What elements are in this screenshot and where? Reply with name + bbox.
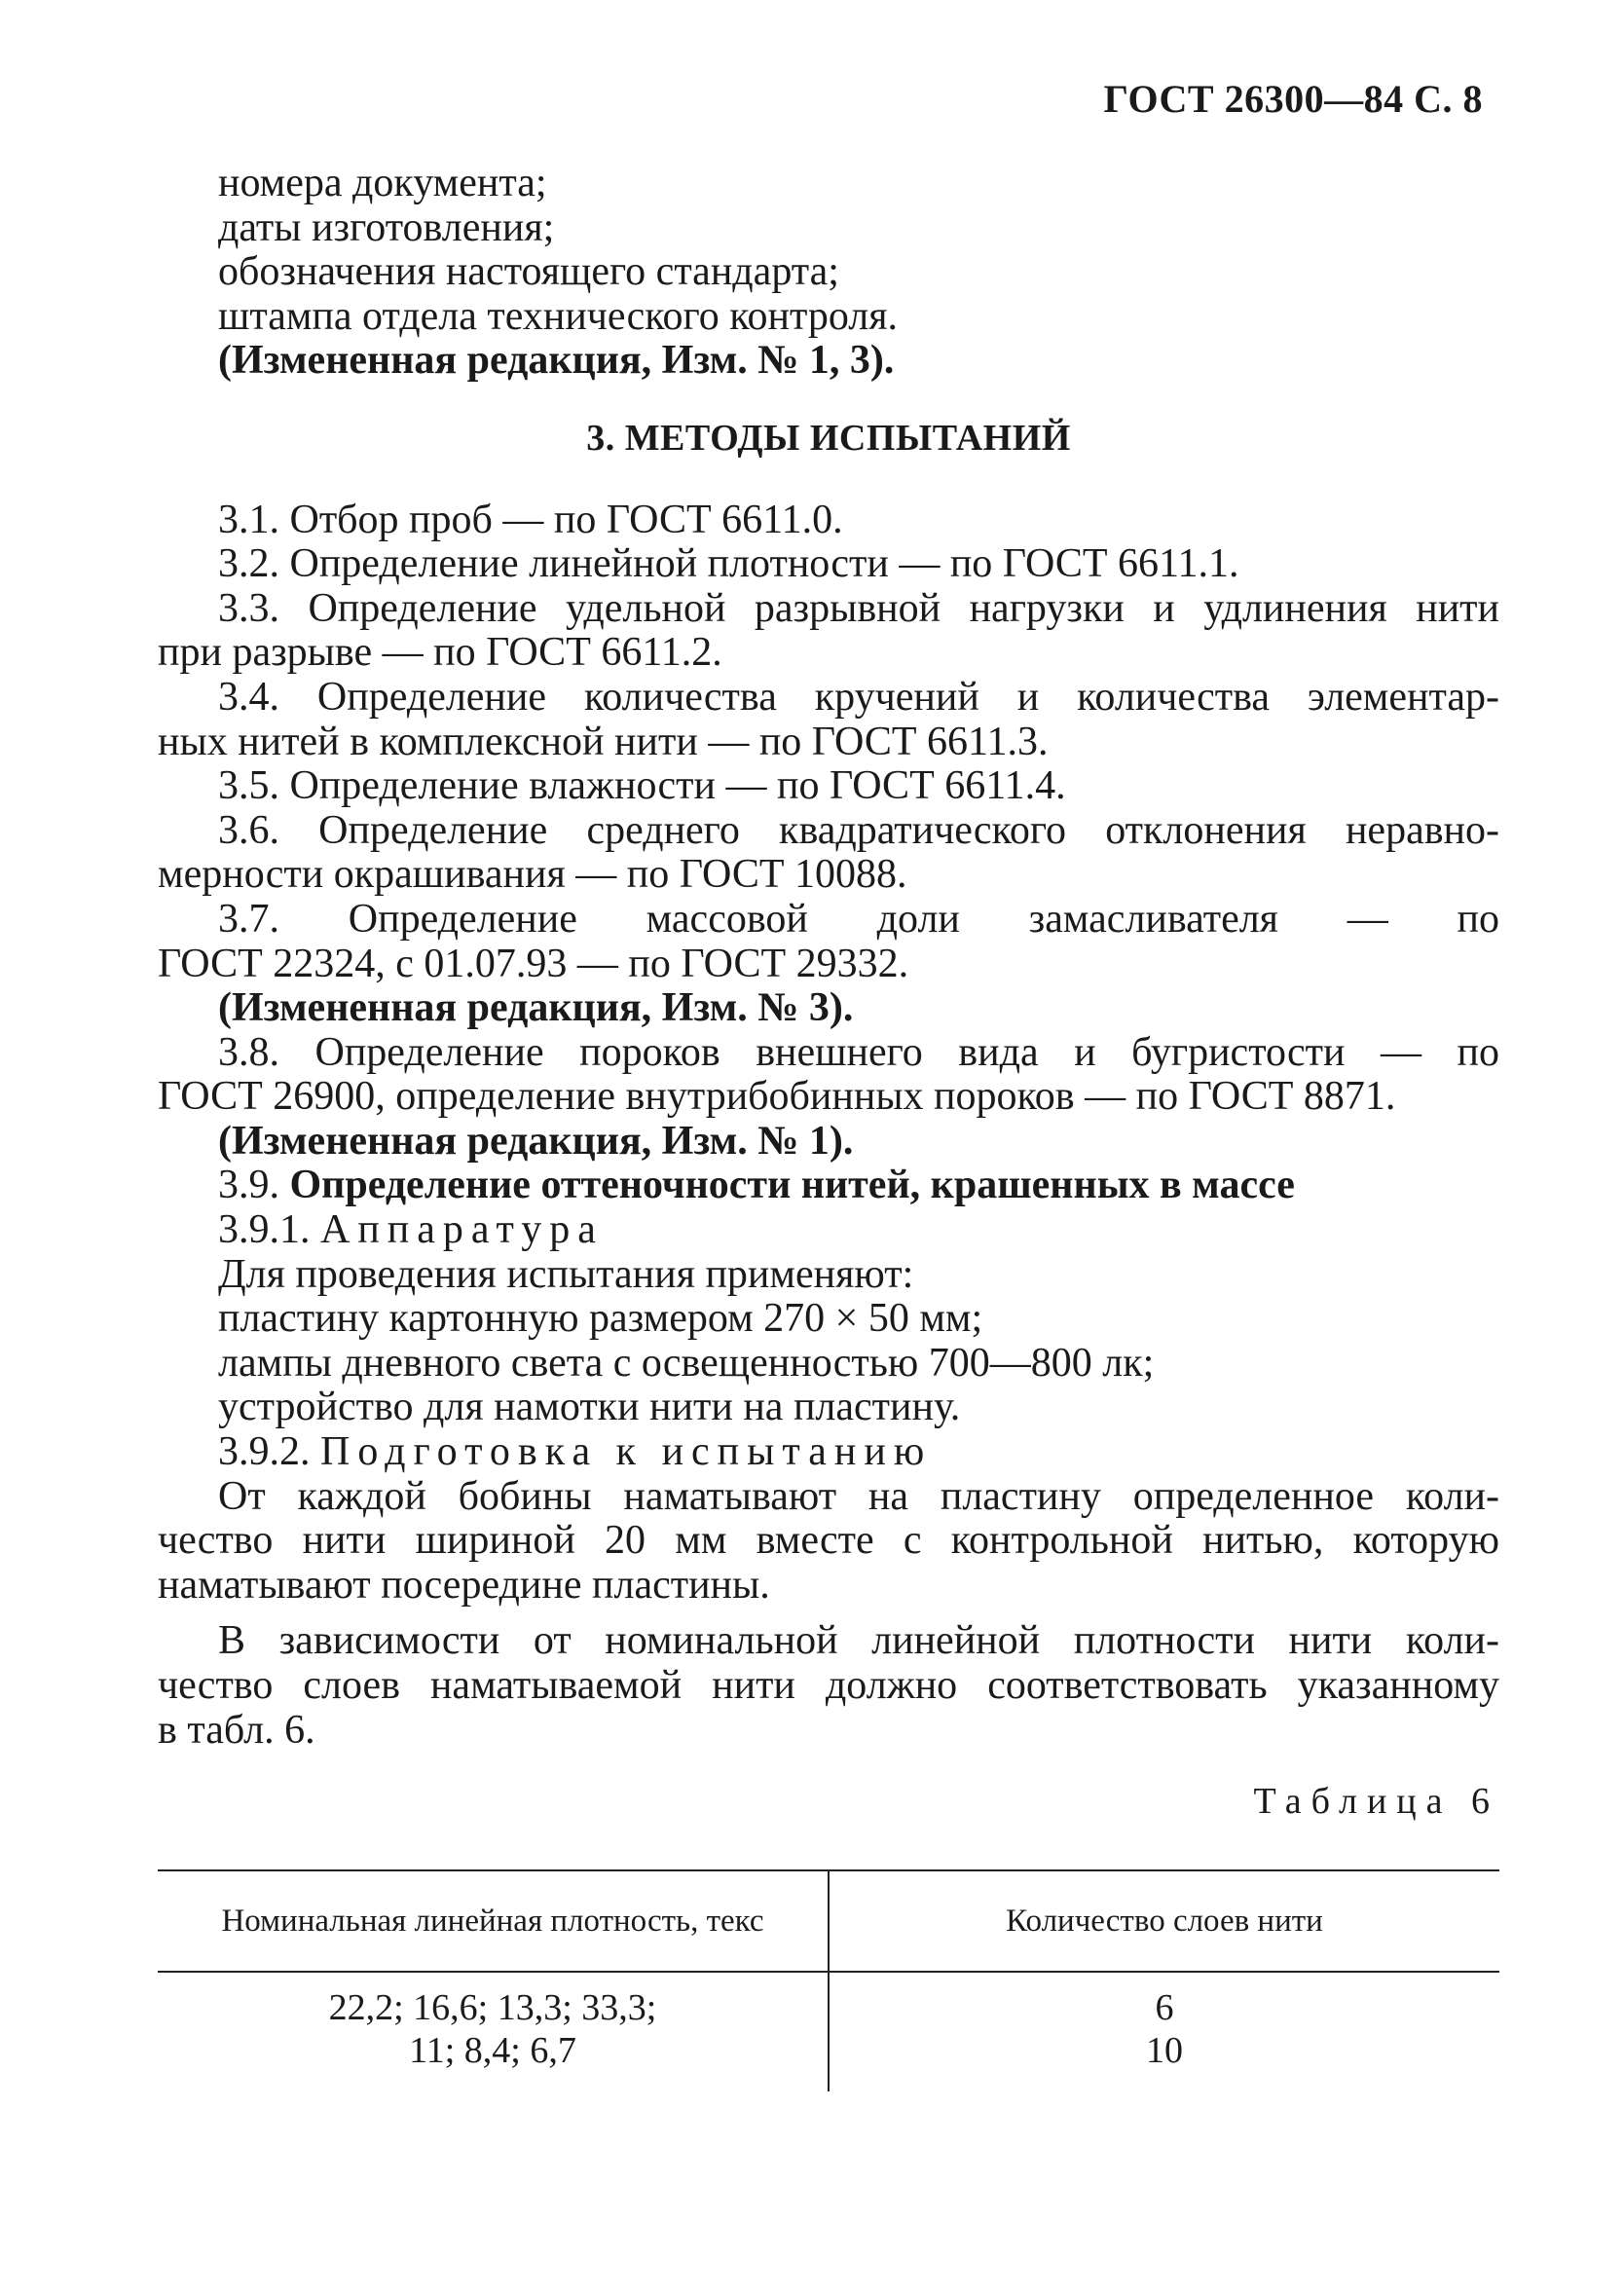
clause-title: Подготовка к испытанию (320, 1429, 933, 1475)
intro-line: даты изготовления; (218, 204, 555, 250)
clause-3-9 (158, 1164, 1499, 1208)
page-header: ГОСТ 26300—84 С. 8 (1103, 77, 1483, 121)
data-table (158, 1869, 1499, 2091)
amendment-note: (Измененная редакция, Изм. № 3). (218, 985, 854, 1031)
column-header-layers: Количество слоев нити (1006, 1903, 1323, 1939)
table-row-layers: 10 (1146, 2030, 1183, 2071)
clause-3-6-line1: 3.6. Определение среднего квадратического отклонения неравно- (218, 807, 1499, 853)
clause-title: Аппаратура (320, 1207, 604, 1253)
clause-3-9-1-line: Для проведения испытания применяют: (218, 1251, 914, 1297)
table-row-density: 11; 8,4; 6,7 (409, 2030, 576, 2071)
clause-number: 3.9.1. (218, 1207, 311, 1253)
clause-3-8-line2: ГОСТ 26900, определение внутрибобинных пороков — по ГОСТ 8871. (158, 1074, 1396, 1120)
intro-line: обозначения настоящего стандарта; (218, 249, 839, 295)
clause-3-9-1 (158, 1208, 1499, 1253)
paragraph-line: В зависимости от номинальной линейной плотности нити коли- (218, 1618, 1499, 1664)
intro-line: штампа отдела технического контроля. (218, 293, 899, 339)
clause-number: 3.9. (218, 1163, 279, 1208)
paragraph-line: в табл. 6. (158, 1707, 315, 1753)
clause-3-9-1-line: лампы дневного света с освещенностью 700—800 лк; (218, 1340, 1155, 1386)
paragraph-line: наматывают посередине пластины. (158, 1562, 770, 1608)
clause-3-3-line1: 3.3. Определение удельной разрывной нагрузки и удлинения нити (218, 585, 1499, 631)
paragraph-line: чество нити шириной 20 мм вместе с контрольной нитью, которую (158, 1518, 1499, 1564)
table-row-layers: 6 (1155, 1987, 1174, 2028)
clause-3-4-line1: 3.4. Определение количества кручений и количества элементар- (218, 674, 1499, 720)
clause-3-7-line1: 3.7. Определение массовой доли замасливателя — по (218, 896, 1499, 942)
clause-3-1: 3.1. Отбор проб — по ГОСТ 6611.0. (218, 497, 843, 542)
amendment-note: (Измененная редакция, Изм. № 1). (218, 1118, 854, 1164)
clause-number: 3.9.2. (218, 1429, 311, 1475)
clause-title: Определение оттеночности нитей, крашенных в массе (289, 1163, 1295, 1208)
table-body (158, 1973, 1499, 2091)
clause-3-9-2 (158, 1430, 1499, 1475)
column-header-density: Номинальная линейная плотность, текс (158, 1871, 830, 1971)
clause-3-2: 3.2. Определение линейной плотности — по ГОСТ 6611.1. (218, 541, 1239, 587)
clause-3-9-1-line: пластину картонную размером 270 × 50 мм; (218, 1296, 983, 1342)
clause-3-5: 3.5. Определение влажности — по ГОСТ 6611.4. (218, 763, 1066, 809)
table-caption: Таблица 6 (1253, 1781, 1499, 1823)
layers-cell (830, 1973, 1499, 2091)
section-title: 3. МЕТОДЫ ИСПЫТАНИЙ (586, 417, 1071, 459)
clause-3-3-line2: при разрыве — по ГОСТ 6611.2. (158, 630, 722, 676)
clause-3-4-line2: ных нитей в комплексной нити — по ГОСТ 6611.3. (158, 719, 1049, 764)
paragraph-line: От каждой бобины наматывают на пластину определенное коли- (218, 1473, 1499, 1519)
document-body (158, 162, 1499, 1824)
amendment-note: (Измененная редакция, Изм. № 1, 3). (218, 338, 895, 384)
clause-3-6-line2: мерности окрашивания — по ГОСТ 10088. (158, 852, 907, 898)
table-header-row (158, 1871, 1499, 1973)
table-row-density: 22,2; 16,6; 13,3; 33,3; (328, 1987, 657, 2028)
clause-3-9-1-line: устройство для намотки нити на пластину. (218, 1385, 961, 1430)
clause-3-7-line2: ГОСТ 22324, с 01.07.93 — по ГОСТ 29332. (158, 941, 909, 986)
intro-line: номера документа; (218, 161, 547, 205)
paragraph-line: чество слоев наматываемой нити должно соответствовать указанному (158, 1663, 1499, 1708)
clause-3-8-line1: 3.8. Определение пороков внешнего вида и бугристости — по (218, 1029, 1499, 1075)
density-cell (158, 1973, 830, 2091)
